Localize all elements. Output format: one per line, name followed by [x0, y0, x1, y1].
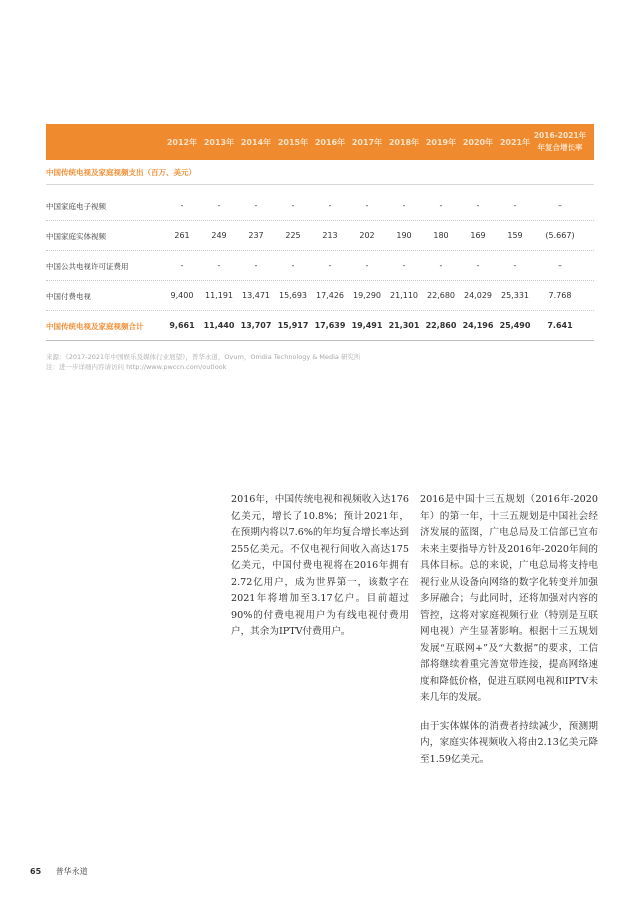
table-cell: 21,301	[388, 321, 420, 330]
cagr-cell: (5.667)	[545, 231, 575, 240]
table-cell: 13,707	[240, 321, 272, 330]
table-cell: 11,191	[205, 291, 233, 300]
table-cell: 22,860	[425, 321, 457, 330]
table-cell: 249	[211, 231, 227, 240]
table-cell: -	[476, 261, 480, 270]
year-header: 2016年	[314, 138, 346, 147]
table-cell: -	[513, 261, 517, 270]
table-cell: 261	[174, 231, 190, 240]
table-cell: -	[402, 201, 406, 210]
cagr-header: 2016-2021年年复合增长率	[533, 131, 587, 152]
section-title: 中国传统电视及家庭视频支出（百万、美元）	[46, 168, 196, 177]
note-line: 注：进一步详细内容请访问 http://www.pwccn.com/outlook	[46, 363, 227, 371]
table-row	[46, 220, 594, 251]
table-cell: 213	[322, 231, 338, 240]
table-cell: 180	[433, 231, 449, 240]
table-row	[46, 190, 594, 221]
table-cell: 19,491	[351, 321, 383, 330]
table-cell: 25,490	[499, 321, 531, 330]
table-cell: -	[365, 261, 369, 270]
table-cell: 13,471	[242, 291, 270, 300]
table-cell: -	[328, 201, 332, 210]
row-label: 中国传统电视及家庭视频合计	[46, 322, 144, 331]
table-cell: 24,029	[464, 291, 492, 300]
table-cell: 202	[359, 231, 375, 240]
year-header: 2019年	[425, 138, 457, 147]
table-cell: 169	[470, 231, 486, 240]
table-cell: -	[402, 261, 406, 270]
table-cell: -	[254, 201, 258, 210]
table-cell: 17,639	[314, 321, 346, 330]
year-header: 2015年	[277, 138, 309, 147]
table-cell: -	[254, 261, 258, 270]
page-footer	[30, 866, 88, 877]
paragraph: 由于实体媒体的消费者持续减少，预测期内，家庭实体视频收入将由2.13亿美元降至1.59亿美元。	[420, 720, 598, 765]
cagr-cell: 7.768	[548, 291, 572, 300]
table-cell: -	[180, 201, 184, 210]
table-cell: 24,196	[462, 321, 494, 330]
table-cell: 237	[248, 231, 264, 240]
table-cell: -	[328, 261, 332, 270]
table-cell: 190	[396, 231, 412, 240]
year-header: 2012年	[166, 138, 198, 147]
table-cell: -	[365, 201, 369, 210]
row-label: 中国家庭实体视频	[46, 232, 106, 241]
year-header: 2020年	[462, 138, 494, 147]
cagr-cell: –	[558, 201, 562, 210]
table-cell: 17,426	[316, 291, 344, 300]
paragraph: 2016是中国十三五规划（2016年-2020年）的第一年，十三五规划是中国社会经济发展的蓝图，广电总局及工信部已宣布未来主要指导方针及2016年-2020年间的具体目标。总的来说，广电总局将支持电视行业从设备向网络的数字化转变并加强多屏融合；与此同时，还将加强对内容的管控，这将对家庭视频行业（特别是互联网电视）产生显著影响。根据十三五规划发展“互联网+”及“大数据”的要求，工信部将继续着重完善宽带连接，提高网络速度和降低价格，促进互联网电视和IPTV未来几年的发展。	[420, 494, 598, 703]
year-header: 2018年	[388, 138, 420, 147]
section-row	[46, 160, 594, 185]
table-cell: 11,440	[203, 321, 235, 330]
table-cell: 19,290	[353, 291, 381, 300]
cagr-cell: 7.641	[547, 321, 573, 330]
table-cell: -	[291, 201, 295, 210]
brand-name: 普华永道	[55, 867, 88, 876]
paragraph: 2016年，中国传统电视和视频收入达176亿美元，增长了10.8%；预计2021年，在预期内将以7.6%的年均复合增长率达到255亿美元。不仅电视行间收入高达175亿美元，中国付费电视将在2016年拥有2.72亿用户，成为世界第一，该数字在2021年将增加至3.17亿户。目前超过90%的付费电视用户为有线电视付费用户，其余为IPTV付费用户。	[231, 494, 409, 637]
table-cell: -	[476, 201, 480, 210]
table-cell: -	[439, 261, 443, 270]
row-label: 中国公共电视许可证费用	[46, 262, 129, 271]
body-column-left	[231, 492, 409, 653]
row-label: 中国家庭电子视频	[46, 202, 106, 211]
table-cell: 15,693	[279, 291, 307, 300]
table-cell: 15,917	[277, 321, 309, 330]
table-row	[46, 280, 594, 311]
year-header: 2014年	[240, 138, 272, 147]
table-cell: 9,400	[170, 291, 194, 300]
table-cell: 22,680	[427, 291, 455, 300]
page-number: 65	[30, 867, 42, 876]
source-line: 来源：《2017-2021年中国娱乐及媒体行业展望》，普华永道，Ovum，Omdia Technology & Media 研究所	[46, 353, 361, 361]
source-note	[46, 352, 506, 372]
table-cell: -	[217, 201, 221, 210]
data-table	[46, 124, 594, 331]
year-header: 2017年	[351, 138, 383, 147]
table-total-row	[46, 310, 594, 341]
table-cell: -	[217, 261, 221, 270]
table-cell: 9,661	[169, 321, 195, 330]
table-cell: -	[513, 201, 517, 210]
table-cell: 25,331	[501, 291, 529, 300]
body-column-right	[420, 492, 598, 780]
table-header-bar	[46, 124, 594, 160]
table-row	[46, 250, 594, 281]
row-label: 中国付费电视	[46, 292, 91, 301]
table-cell: 225	[285, 231, 301, 240]
cagr-cell: –	[558, 261, 562, 270]
year-header: 2013年	[203, 138, 235, 147]
table-cell: 21,110	[390, 291, 418, 300]
table-cell: -	[291, 261, 295, 270]
table-cell: -	[180, 261, 184, 270]
table-cell: 159	[507, 231, 523, 240]
year-header: 2021年	[499, 138, 531, 147]
table-cell: -	[439, 201, 443, 210]
